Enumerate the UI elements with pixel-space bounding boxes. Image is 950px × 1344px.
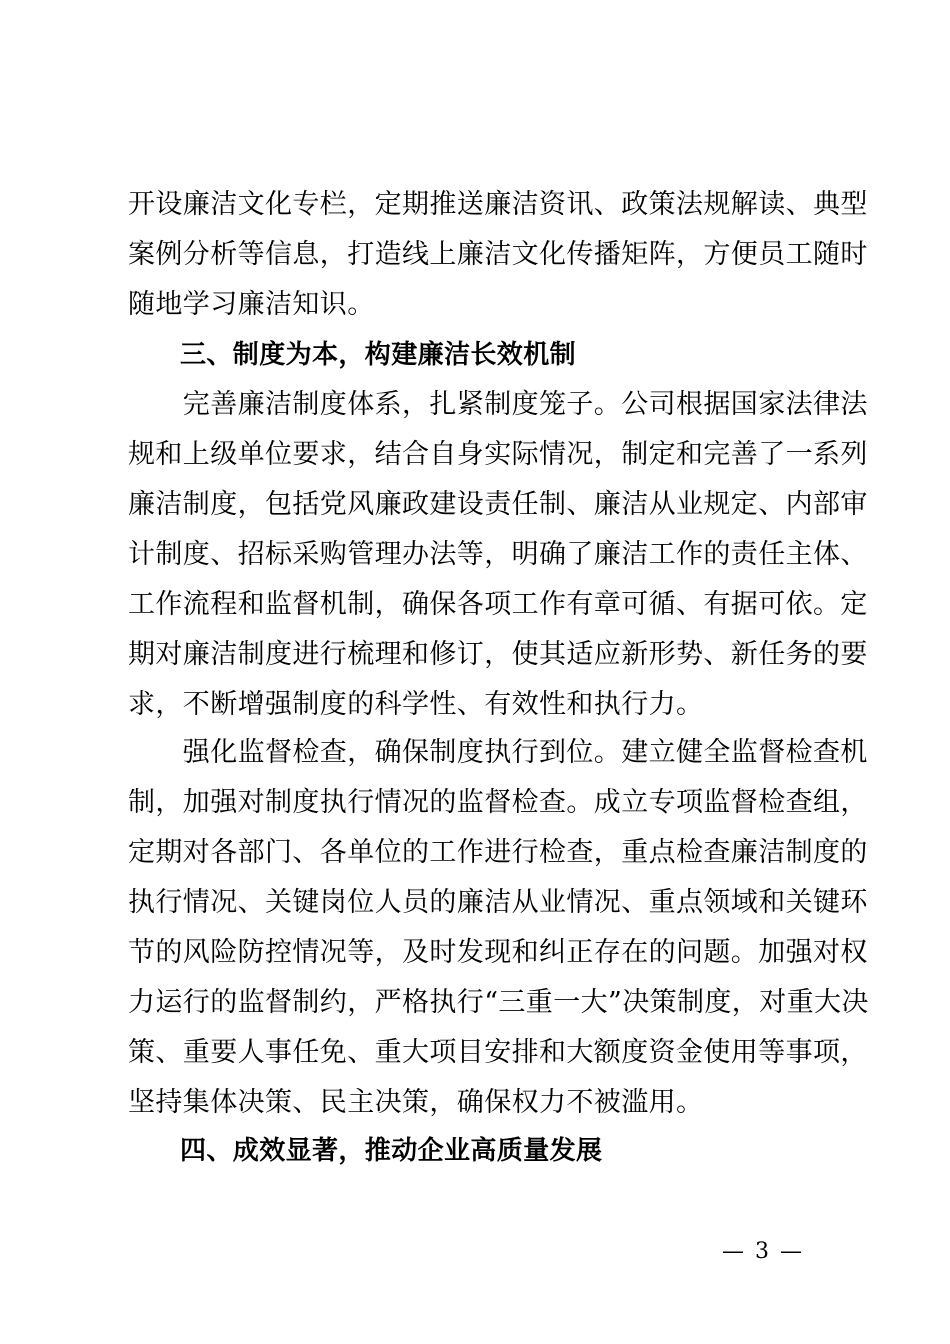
paragraph-line: 执行情况、关键岗位人员的廉洁从业情况、重点领域和关键环 bbox=[128, 887, 868, 918]
paragraph-line: 案例分析等信息，打造线上廉洁文化传播矩阵，方便员工随时 bbox=[128, 239, 868, 270]
paragraph-line: 节的风险防控情况等，及时发现和纠正存在的问题。加强对权 bbox=[128, 937, 868, 968]
paragraph-line: 计制度、招标采购管理办法等，明确了廉洁工作的责任主体、 bbox=[128, 539, 868, 570]
paragraph-line: 完善廉洁制度体系，扎紧制度笼子。公司根据国家法律法 bbox=[128, 389, 868, 420]
paragraph-line: 工作流程和监督机制，确保各项工作有章可循、有据可依。定 bbox=[128, 589, 868, 620]
paragraph-2 bbox=[128, 380, 868, 730]
paragraph-line: 定期对各部门、各单位的工作进行检查，重点检查廉洁制度的 bbox=[128, 837, 868, 868]
paragraph-3 bbox=[128, 728, 869, 1128]
paragraph-line: 期对廉洁制度进行梳理和修订，使其适应新形势、新任务的要 bbox=[128, 639, 868, 670]
paragraph-line: 求，不断增强制度的科学性、有效性和执行力。 bbox=[128, 689, 704, 720]
paragraph-line: 策、重要人事任免、重大项目安排和大额度资金使用等事项， bbox=[128, 1037, 868, 1068]
paragraph-line: 随地学习廉洁知识。 bbox=[128, 289, 375, 320]
paragraph-line: 开设廉洁文化专栏，定期推送廉洁资讯、政策法规解读、典型 bbox=[128, 189, 868, 220]
paragraph-1 bbox=[128, 180, 868, 330]
page-number: — 3 — bbox=[722, 1239, 804, 1264]
paragraph-line: 廉洁制度，包括党风廉政建设责任制、廉洁从业规定、内部审 bbox=[128, 489, 868, 520]
paragraph-line: 坚持集体决策、民主决策，确保权力不被滥用。 bbox=[128, 1087, 704, 1118]
paragraph-line: 制，加强对制度执行情况的监督检查。成立专项监督检查组， bbox=[128, 787, 868, 818]
paragraph-line: 强化监督检查，确保制度执行到位。建立健全监督检查机 bbox=[128, 737, 868, 768]
section-heading-3: 三、制度为本，构建廉洁长效机制 bbox=[180, 340, 577, 370]
paragraph-line: 规和上级单位要求，结合自身实际情况，制定和完善了一系列 bbox=[128, 439, 868, 470]
section-heading-4: 四、成效显著，推动企业高质量发展 bbox=[180, 1136, 603, 1166]
paragraph-line: 力运行的监督制约，严格执行“三重一大”决策制度，对重大决 bbox=[128, 987, 869, 1018]
